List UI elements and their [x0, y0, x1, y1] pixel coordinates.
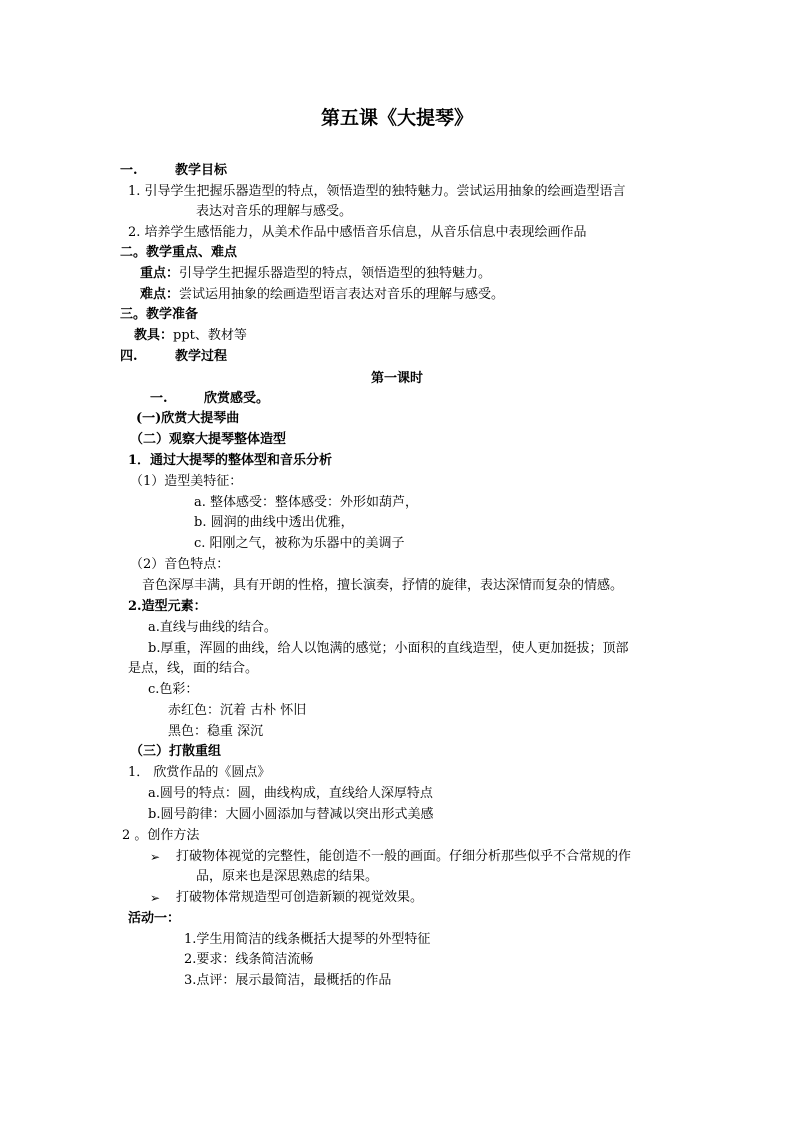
part-3-item-2: 2 。创作方法 — [122, 828, 200, 843]
arrow-bullet-icon: ➢ — [150, 891, 161, 905]
difficult-point-label: 难点： — [140, 287, 180, 302]
goal-2: 2. 培养学生感悟能力，从美术作品中感悟音乐信息，从音乐信息中表现绘画作品 — [128, 225, 587, 240]
section-4-number: 四. — [120, 349, 138, 364]
section-1-number: 一. — [120, 163, 138, 178]
part-3-item-1: 1． 欣赏作品的《圆点》 — [128, 765, 271, 780]
section-4-heading: 教学过程 — [175, 349, 228, 364]
section-1-heading: 教学目标 — [175, 163, 228, 178]
teaching-tools — [134, 327, 247, 345]
part-1-heading: 欣赏感受。 — [204, 391, 270, 406]
teaching-tools-text: ppt、教材等 — [173, 328, 247, 343]
activity-item-1: 1.学生用简洁的线条概括大提琴的外型特征 — [184, 932, 431, 947]
part-3-item-1b: b.圆号韵律：大圆小圆添加与替减以突出形式美感 — [148, 807, 434, 822]
color-red: 赤红色：沉着 古朴 怀旧 — [168, 703, 307, 718]
elements-heading: 2.造型元素： — [128, 599, 207, 614]
key-point — [140, 265, 491, 283]
shape-feature-c: c. 阳刚之气，被称为乐器中的美调子 — [194, 536, 405, 551]
color-black: 黑色：稳重 深沉 — [168, 724, 264, 739]
element-b-line-1: b.厚重，浑圆的曲线，给人以饱满的感觉；小面积的直线造型，使人更加挺拔；顶部 — [148, 641, 629, 656]
method-1-line-2: 品，原来也是深思熟虑的结果。 — [196, 869, 379, 884]
shape-feature-a: a. 整体感受：整体感受：外形如葫芦， — [194, 495, 419, 510]
tone-text: 音色深厚丰满，具有开朗的性格，擅长演奏，抒情的旋律，表达深情而复杂的情感。 — [142, 578, 624, 593]
difficult-point-text: 尝试运用抽象的绘画造型语言表达对音乐的理解与感受。 — [179, 287, 505, 302]
element-a: a.直线与曲线的结合。 — [148, 620, 277, 635]
element-c: c.色彩： — [148, 682, 199, 697]
activity-item-3: 3.点评：展示最简洁，最概括的作品 — [184, 973, 392, 988]
key-point-text: 引导学生把握乐器造型的特点，领悟造型的独特魅力。 — [179, 266, 492, 281]
part-3-heading: （三）打散重组 — [130, 744, 222, 759]
shape-feature-b: b. 圆润的曲线中透出优雅， — [194, 515, 354, 530]
arrow-bullet-icon: ➢ — [150, 850, 161, 864]
document-title: 第五课《大提琴》 — [320, 107, 473, 129]
section-3-heading: 三。教学准备 — [120, 307, 199, 322]
teaching-tools-label: 教具： — [134, 328, 174, 343]
difficult-point — [140, 286, 504, 304]
activity-item-2: 2.要求：线条简洁流畅 — [184, 952, 314, 967]
method-1-line-1: 打破物体视觉的完整性，能创造不一般的画面。仔细分析那些似乎不合常规的作 — [176, 849, 632, 864]
lesson-subtitle: 第一课时 — [370, 371, 423, 386]
part-1a-heading: (一)欣赏大提琴曲 — [136, 411, 240, 426]
goal-1-line-2: 表达对音乐的理解与感受。 — [196, 204, 353, 219]
tone-label: （2）音色特点： — [130, 557, 230, 572]
goal-1-line-1: 1. 引导学生把握乐器造型的特点，领悟造型的独特魅力。尝试运用抽象的绘画造型语言 — [128, 184, 626, 199]
part-1b-sub-1: 1．通过大提琴的整体型和音乐分析 — [128, 453, 333, 468]
method-2: 打破物体常规造型可创造新颖的视觉效果。 — [176, 890, 424, 905]
activity-1-heading: 活动一： — [128, 911, 181, 926]
part-3-item-1a: a.圆号的特点：圆，曲线构成，直线给人深厚特点 — [148, 786, 433, 801]
section-2-heading: 二。教学重点、难点 — [120, 245, 238, 260]
shape-features-label: （1）造型美特征： — [130, 474, 243, 489]
key-point-label: 重点： — [140, 266, 180, 281]
part-1b-heading: （二）观察大提琴整体造型 — [130, 432, 287, 447]
element-b-line-2: 是点，线，面的结合。 — [128, 661, 259, 676]
part-1-number: 一. — [150, 391, 168, 406]
